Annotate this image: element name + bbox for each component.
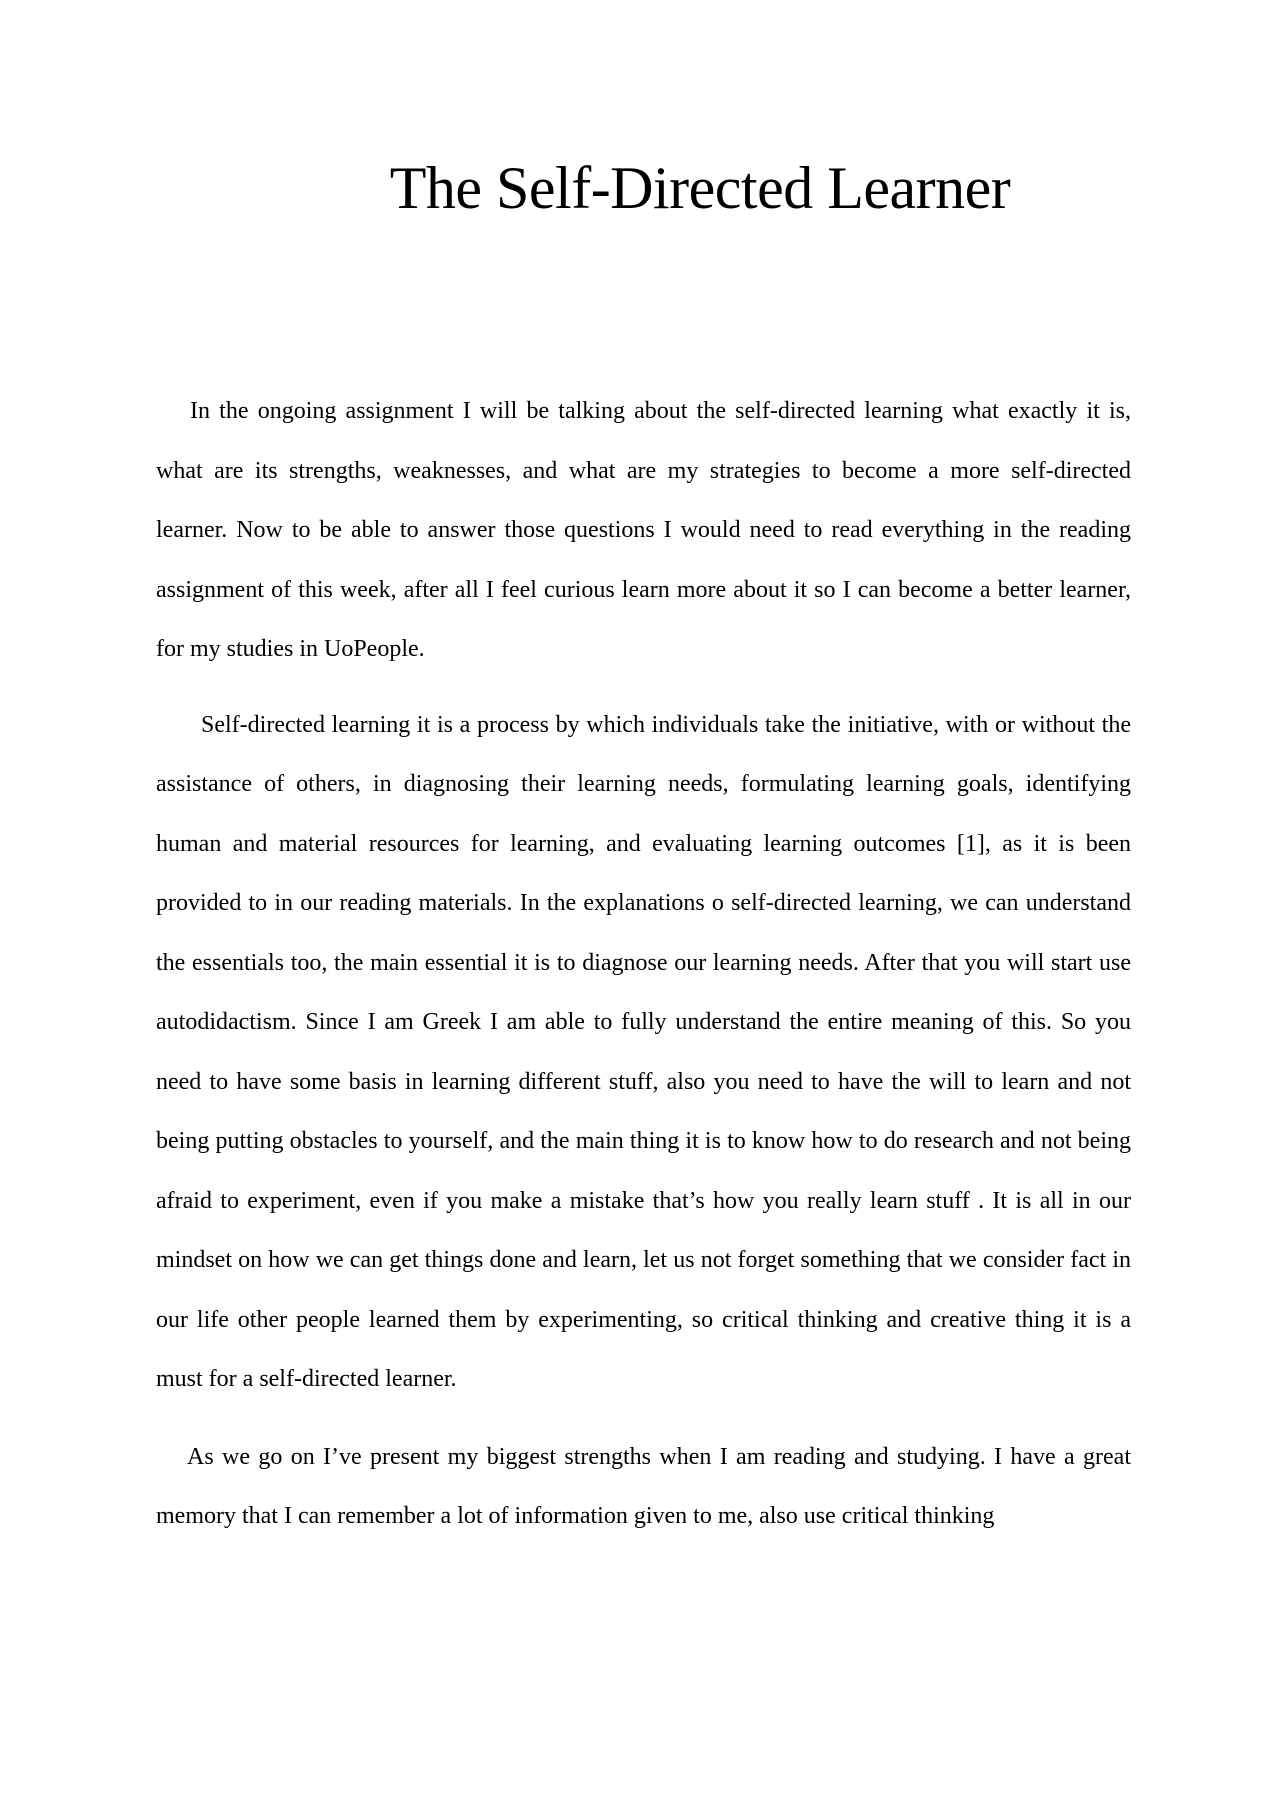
paragraph-strengths: As we go on I’ve present my biggest strengths when I am reading and studying. I have a great memory that I can remember a lot of information given to me, also use critical thinking xyxy=(156,1443,1131,1529)
paragraph-introduction: In the ongoing assignment I will be talking about the self-directed learning what exactly it is, what are its strengths, weaknesses, and what are my strategies to become a more self-directed learner. Now to be able to answer those questions I would need to read everything in the reading assignment of this week, after all I feel curious learn more about it so I can become a better learner, for my studies in UoPeople. xyxy=(156,398,1131,662)
paragraph-definition: Self-directed learning it is a process by which individuals take the initiative, with or without the assistance of others, in diagnosing their learning needs, formulating learning goals, identifying human and material resources for learning, and evaluating learning outcomes [1], as it is been provided to in our reading materials. In the explanations o self-directed learning, we can understand the essentials too, the main essential it is to diagnose our learning needs. After that you will start use autodidactism. Since I am Greek I am able to fully understand the entire meaning of this. So you need to have some basis in learning different stuff, also you need to have the will to learn and not being putting obstacles to yourself, and the main thing it is to know how to do research and not being afraid to experiment, even if you make a mistake that’s how you really learn stuff . It is all in our mindset on how we can get things done and learn, let us not forget something that we consider fact in our life other people learned them by experimenting, so critical thinking and creative thing it is a must for a self-directed learner. xyxy=(156,711,1131,1392)
document-title: The Self-Directed Learner xyxy=(389,155,1011,221)
document-body xyxy=(156,382,1131,1563)
